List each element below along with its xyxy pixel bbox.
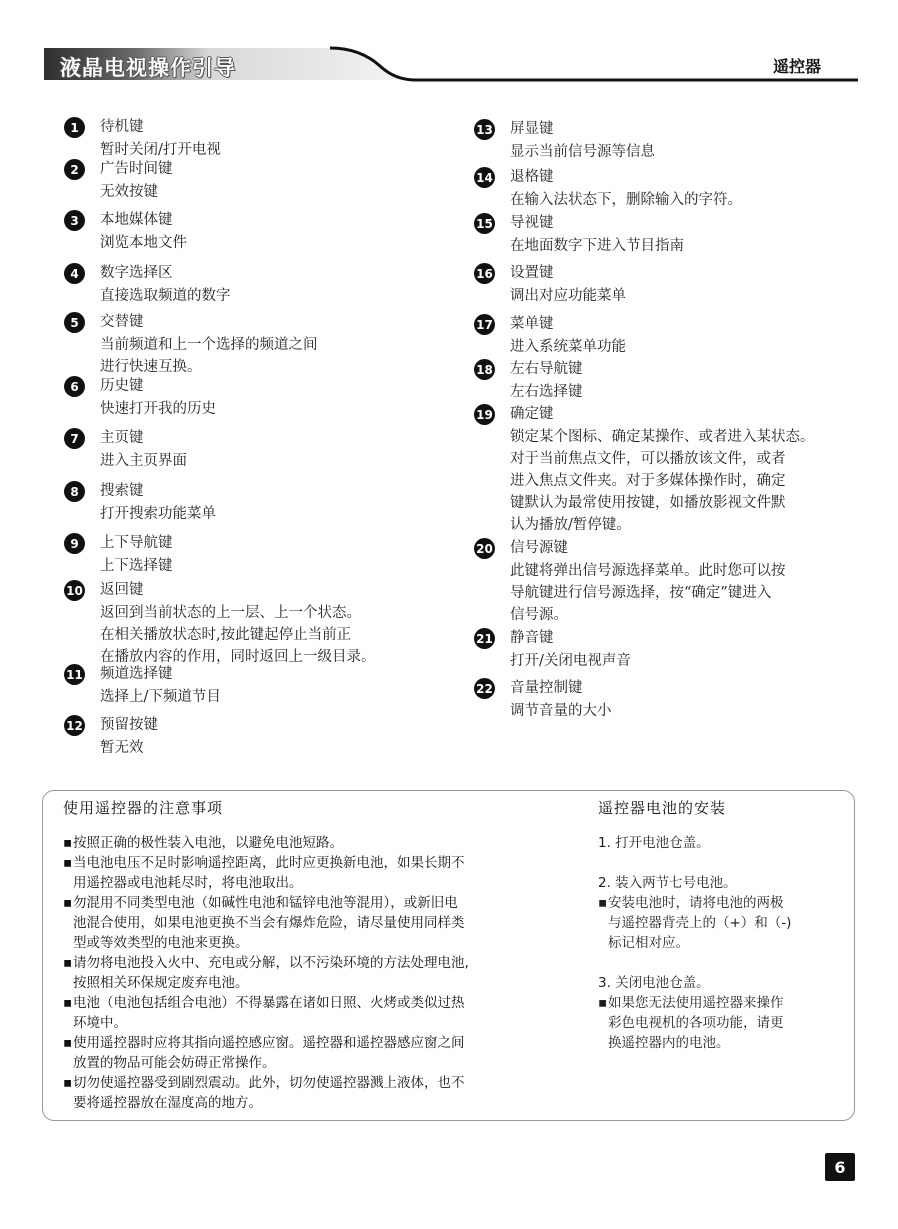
section-title: 遥控器 — [773, 57, 822, 76]
key-description — [510, 560, 786, 626]
notice-panel — [42, 790, 855, 1121]
key-description-line: 在地面数字下进入节目指南 — [510, 238, 684, 254]
key-number-badge: 22 — [474, 678, 495, 699]
key-description-line: 进入焦点文件夹。对于多媒体操作时，确定 — [510, 473, 786, 489]
bullet-mark: ▪ — [63, 835, 73, 851]
battery-step-3: 3. 关闭电池仓盖。 — [598, 975, 710, 991]
notice-item — [63, 893, 593, 953]
key-description-line: 锁定某个图标、确定某操作、或者进入某状态。 — [510, 429, 815, 445]
key-description — [100, 602, 376, 668]
key-name: 屏显键 — [510, 121, 554, 137]
key-description — [100, 139, 221, 161]
key-description — [510, 650, 631, 672]
key-description-line: 此键将弹出信号源选择菜单。此时您可以按 — [510, 563, 786, 579]
key-name: 历史键 — [100, 378, 144, 394]
key-description — [510, 336, 626, 358]
notice-item-line: 切勿使遥控器受到剧烈震动。此外，切勿使遥控器溅上液体，也不 — [73, 1075, 465, 1091]
key-description-line: 打开搜索功能菜单 — [100, 506, 216, 522]
notice-item-line: 电池（电池包括组合电池）不得暴露在诸如日照、火烤或类似过热 — [73, 995, 465, 1011]
key-name: 设置键 — [510, 265, 554, 281]
notice-item-line: 放置的物品可能会妨碍正常操作。 — [73, 1055, 276, 1071]
key-number-badge: 10 — [64, 580, 85, 601]
notice-item-line: 要将遥控器放在湿度高的地方。 — [73, 1095, 262, 1111]
notice-item-line: 型或等效类型的电池来更换。 — [73, 935, 249, 951]
key-name: 返回键 — [100, 582, 144, 598]
notice-item-line: 按照正确的极性装入电池，以避免电池短路。 — [73, 835, 343, 851]
key-description — [510, 285, 626, 307]
key-description-line: 在输入法状态下，删除输入的字符。 — [510, 192, 742, 208]
key-description — [100, 555, 173, 577]
key-description — [510, 189, 742, 211]
page-number: 6 — [825, 1153, 855, 1181]
key-description-line: 对于当前焦点文件，可以播放该文件，或者 — [510, 451, 786, 467]
key-number-badge: 6 — [64, 376, 85, 397]
key-description-line: 打开/关闭电视声音 — [510, 653, 631, 669]
key-description — [100, 181, 158, 203]
key-description-line: 选择上/下频道节目 — [100, 689, 221, 705]
notice-item-line: 使用遥控器时应将其指向遥控感应窗。遥控器和遥控器感应窗之间 — [73, 1035, 465, 1051]
key-description — [100, 450, 187, 472]
key-description-line: 导航键进行信号源选择，按“确定”键进入 — [510, 585, 772, 601]
notice-item-line: 勿混用不同类型电池（如碱性电池和锰锌电池等混用），或新旧电 — [73, 895, 458, 911]
key-name: 静音键 — [510, 630, 554, 646]
key-number-badge: 21 — [474, 628, 495, 649]
notice-item — [63, 1073, 593, 1113]
key-name: 交替键 — [100, 314, 144, 330]
key-number-badge: 9 — [64, 533, 85, 554]
key-description-line: 进入系统菜单功能 — [510, 339, 626, 355]
key-description-line: 暂无效 — [100, 740, 144, 756]
battery-step-3-note: ▪ 如果您无法使用遥控器来操作 彩色电视机的各项功能，请更 换遥控器内的电池。 — [598, 995, 784, 1051]
key-description-line: 显示当前信号源等信息 — [510, 144, 655, 160]
key-number-badge: 20 — [474, 538, 495, 559]
key-number-badge: 5 — [64, 312, 85, 333]
key-number-badge: 16 — [474, 263, 495, 284]
bullet-mark: ▪ — [63, 955, 73, 971]
key-description-line: 在相关播放状态时,按此键起停止当前正 — [100, 627, 352, 643]
key-description-line: 左右选择键 — [510, 384, 583, 400]
battery-step-2-note: ▪ 安装电池时，请将电池的两极 与遥控器背壳上的（+）和（-) 标记相对应。 — [598, 895, 792, 951]
key-number-badge: 17 — [474, 314, 495, 335]
key-name: 预留按键 — [100, 717, 158, 733]
key-name: 音量控制键 — [510, 680, 583, 696]
battery-install-title: 遥控器电池的安装 — [598, 799, 727, 817]
notice-item — [63, 853, 593, 893]
key-description-line: 浏览本地文件 — [100, 235, 187, 251]
key-number-badge: 8 — [64, 481, 85, 502]
key-description — [100, 503, 216, 525]
key-name: 左右导航键 — [510, 361, 583, 377]
bullet-mark: ▪ — [63, 855, 73, 871]
key-description-line: 认为播放/暂停键。 — [510, 517, 631, 533]
key-description-line: 上下选择键 — [100, 558, 173, 574]
key-name: 频道选择键 — [100, 666, 173, 682]
key-description-line: 在播放内容的作用，同时返回上一级目录。 — [100, 649, 376, 665]
key-description — [510, 381, 583, 403]
key-number-badge: 18 — [474, 359, 495, 380]
key-description-line: 当前频道和上一个选择的频道之间 — [100, 337, 318, 353]
key-description — [100, 334, 318, 378]
key-description — [100, 686, 221, 708]
manual-title: 液晶电视操作引导 — [60, 55, 236, 80]
key-name: 上下导航键 — [100, 535, 173, 551]
key-number-badge: 11 — [64, 664, 85, 685]
usage-notes-title: 使用遥控器的注意事项 — [63, 799, 224, 817]
key-description-line: 调节音量的大小 — [510, 703, 612, 719]
notice-item-line: 按照相关环保规定废弃电池。 — [73, 975, 249, 991]
key-name: 菜单键 — [510, 316, 554, 332]
key-name: 主页键 — [100, 430, 144, 446]
key-number-badge: 14 — [474, 167, 495, 188]
page-header — [0, 0, 898, 110]
key-number-badge: 2 — [64, 159, 85, 180]
notice-item — [63, 1033, 593, 1073]
key-description-line: 暂时关闭/打开电视 — [100, 142, 221, 158]
key-number-badge: 15 — [474, 213, 495, 234]
notice-item-line: 池混合使用，如果电池更换不当会有爆炸危险，请尽量使用同样类 — [73, 915, 465, 931]
key-number-badge: 1 — [64, 117, 85, 138]
key-description-line: 键默认为最常使用按键，如播放影视文件默 — [510, 495, 786, 511]
key-number-badge: 3 — [64, 210, 85, 231]
key-description-line: 进行快速互换。 — [100, 359, 202, 375]
usage-notes-list — [63, 833, 593, 1113]
battery-step-1: 1. 打开电池仓盖。 — [598, 835, 710, 851]
key-name: 退格键 — [510, 169, 554, 185]
key-description — [510, 700, 612, 722]
key-description-line: 无效按键 — [100, 184, 158, 200]
key-description — [510, 235, 684, 257]
key-name: 信号源键 — [510, 540, 568, 556]
key-description — [100, 285, 231, 307]
bullet-mark: ▪ — [63, 995, 73, 1011]
bullet-mark: ▪ — [63, 1075, 73, 1091]
bullet-mark: ▪ — [598, 995, 608, 1011]
key-description-line: 调出对应功能菜单 — [510, 288, 626, 304]
notice-item-line: 请勿将电池投入火中、充电或分解，以不污染环境的方法处理电池, — [73, 955, 469, 971]
notice-item — [63, 993, 593, 1033]
key-description — [100, 737, 144, 759]
notice-item-line: 当电池电压不足时影响遥控距离，此时应更换新电池，如果长期不 — [73, 855, 465, 871]
key-number-badge: 12 — [64, 715, 85, 736]
key-description — [510, 426, 815, 536]
notice-item — [63, 833, 593, 853]
key-description — [100, 398, 216, 420]
key-description-line: 直接选取频道的数字 — [100, 288, 231, 304]
bullet-mark: ▪ — [598, 895, 608, 911]
key-name: 数字选择区 — [100, 265, 173, 281]
key-name: 导视键 — [510, 215, 554, 231]
key-name: 广告时间键 — [100, 161, 173, 177]
key-description-line: 进入主页界面 — [100, 453, 187, 469]
key-description — [510, 141, 655, 163]
bullet-mark: ▪ — [63, 895, 73, 911]
notice-item-line: 环境中。 — [73, 1015, 127, 1031]
key-description-line: 返回到当前状态的上一层、上一个状态。 — [100, 605, 361, 621]
battery-install — [598, 797, 848, 1053]
key-number-badge: 19 — [474, 404, 495, 425]
notice-item-line: 用遥控器或电池耗尽时，将电池取出。 — [73, 875, 303, 891]
battery-step-2: 2. 装入两节七号电池。 — [598, 875, 737, 891]
bullet-mark: ▪ — [63, 1035, 73, 1051]
key-name: 搜索键 — [100, 483, 144, 499]
notice-item — [63, 953, 593, 993]
key-number-badge: 7 — [64, 428, 85, 449]
key-description-line: 信号源。 — [510, 607, 568, 623]
key-number-badge: 13 — [474, 119, 495, 140]
usage-notes — [63, 797, 593, 1113]
key-description-line: 快速打开我的历史 — [100, 401, 216, 417]
key-number-badge: 4 — [64, 263, 85, 284]
key-description — [100, 232, 187, 254]
key-name: 本地媒体键 — [100, 212, 173, 228]
key-name: 确定键 — [510, 406, 554, 422]
key-name: 待机键 — [100, 119, 144, 135]
